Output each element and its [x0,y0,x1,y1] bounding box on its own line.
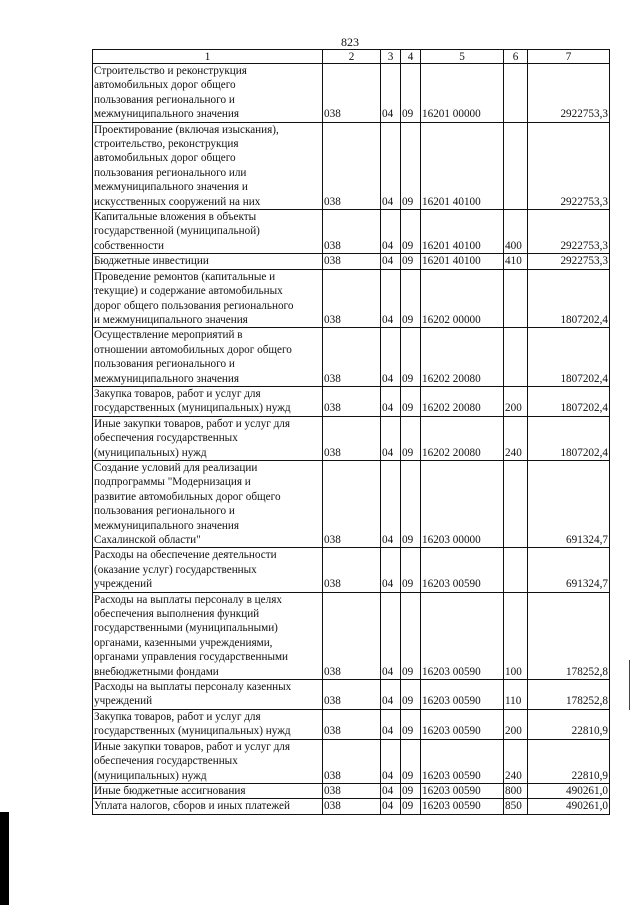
budget-table [92,49,610,815]
amount: 1807202,4 [528,386,610,416]
row-name: Проектирование (включая изыскания), строительство, реконструкция автомобильных дорог общего пользования регионального или межмуниципального значения и искусственных сооружений на них [93,122,323,209]
row-name: Создание условий для реализации подпрограммы "Модернизация и развитие автомобильных дорог общего пользования регионального и межмуниципального значения Сахалинской области" [93,460,323,547]
code-section: 04 [381,416,401,460]
table-row [93,739,610,783]
code-subsection: 09 [401,210,421,254]
code-section: 04 [381,460,401,547]
code-expense-type: 400 [504,210,528,254]
amount: 2922753,3 [528,122,610,209]
header-col-4: 4 [401,50,421,64]
code-subsection: 09 [401,739,421,783]
code-expense-type [504,460,528,547]
code-target: 16201 40100 [421,254,504,269]
amount: 1807202,4 [528,416,610,460]
code-target: 16203 00590 [421,739,504,783]
code-section: 04 [381,709,401,739]
code-admin: 038 [323,254,381,269]
table-row [93,64,610,123]
amount: 2922753,3 [528,64,610,123]
code-expense-type: 410 [504,254,528,269]
table-row [93,386,610,416]
code-subsection: 09 [401,783,421,798]
code-admin: 038 [323,210,381,254]
code-expense-type: 800 [504,783,528,798]
code-admin: 038 [323,739,381,783]
header-col-3: 3 [381,50,401,64]
table-row [93,269,610,328]
code-admin: 038 [323,386,381,416]
row-name: Иные бюджетные ассигнования [93,783,323,798]
code-admin: 038 [323,680,381,710]
code-target: 16203 00000 [421,460,504,547]
code-target: 16202 00000 [421,269,504,328]
code-subsection: 09 [401,269,421,328]
scan-edge-mark [0,812,9,905]
code-section: 04 [381,254,401,269]
code-section: 04 [381,739,401,783]
code-expense-type [504,269,528,328]
row-name: Капитальные вложения в объекты государственной (муниципальной) собственности [93,210,323,254]
code-section: 04 [381,328,401,387]
code-section: 04 [381,386,401,416]
table-row [93,254,610,269]
code-section: 04 [381,548,401,592]
amount: 178252,8 [528,592,610,679]
amount: 691324,7 [528,548,610,592]
amount: 22810,9 [528,709,610,739]
code-subsection: 09 [401,548,421,592]
table-row [93,548,610,592]
scan-margin-tick [629,660,630,710]
amount: 2922753,3 [528,254,610,269]
code-subsection: 09 [401,328,421,387]
code-admin: 038 [323,328,381,387]
table-row [93,210,610,254]
code-admin: 038 [323,122,381,209]
code-subsection: 09 [401,416,421,460]
amount: 691324,7 [528,460,610,547]
code-target: 16203 00590 [421,548,504,592]
table-row [93,122,610,209]
row-name: Уплата налогов, сборов и иных платежей [93,799,323,814]
code-expense-type: 200 [504,709,528,739]
header-col-2: 2 [323,50,381,64]
code-subsection: 09 [401,254,421,269]
row-name: Расходы на выплаты персоналу казенных учреждений [93,680,323,710]
code-admin: 038 [323,783,381,798]
code-subsection: 09 [401,64,421,123]
header-col-5: 5 [421,50,504,64]
row-name: Закупка товаров, работ и услуг для государственных (муниципальных) нужд [93,709,323,739]
amount: 1807202,4 [528,269,610,328]
code-section: 04 [381,210,401,254]
code-admin: 038 [323,799,381,814]
code-expense-type: 240 [504,739,528,783]
code-admin: 038 [323,416,381,460]
row-name: Расходы на выплаты персоналу в целях обеспечения выполнения функций государственными (муниципальными) органами, казенными учреждениями, органами управления государственными внебюджетными фондами [93,592,323,679]
code-admin: 038 [323,269,381,328]
row-name: Закупка товаров, работ и услуг для государственных (муниципальных) нужд [93,386,323,416]
code-section: 04 [381,680,401,710]
code-section: 04 [381,122,401,209]
code-target: 16203 00590 [421,680,504,710]
code-admin: 038 [323,548,381,592]
code-admin: 038 [323,64,381,123]
amount: 2922753,3 [528,210,610,254]
table-row [93,328,610,387]
amount: 178252,8 [528,680,610,710]
code-expense-type [504,548,528,592]
code-subsection: 09 [401,460,421,547]
row-name: Осуществление мероприятий в отношении автомобильных дорог общего пользования регионального и межмуниципального значения [93,328,323,387]
table-row [93,416,610,460]
row-name: Расходы на обеспечение деятельности (оказание услуг) государственных учреждений [93,548,323,592]
code-admin: 038 [323,592,381,679]
page-number: 823 [341,35,359,49]
code-target: 16203 00590 [421,592,504,679]
code-target: 16203 00590 [421,783,504,798]
row-name: Бюджетные инвестиции [93,254,323,269]
code-target: 16201 40100 [421,210,504,254]
amount: 22810,9 [528,739,610,783]
code-target: 16202 20080 [421,416,504,460]
code-admin: 038 [323,709,381,739]
code-subsection: 09 [401,709,421,739]
header-row [93,50,610,64]
code-target: 16203 00590 [421,709,504,739]
code-subsection: 09 [401,799,421,814]
table-row [93,680,610,710]
amount: 490261,0 [528,799,610,814]
code-expense-type [504,122,528,209]
table-row [93,592,610,679]
code-expense-type: 240 [504,416,528,460]
code-target: 16202 20080 [421,386,504,416]
header-col-6: 6 [504,50,528,64]
code-target: 16202 20080 [421,328,504,387]
code-expense-type: 850 [504,799,528,814]
code-expense-type [504,328,528,387]
header-col-7: 7 [528,50,610,64]
amount: 1807202,4 [528,328,610,387]
row-name: Иные закупки товаров, работ и услуг для обеспечения государственных (муниципальных) нужд [93,416,323,460]
code-section: 04 [381,799,401,814]
code-target: 16201 40100 [421,122,504,209]
code-section: 04 [381,269,401,328]
code-section: 04 [381,783,401,798]
table-row [93,799,610,814]
code-section: 04 [381,592,401,679]
code-expense-type: 100 [504,592,528,679]
table-row [93,709,610,739]
row-name: Строительство и реконструкция автомобильных дорог общего пользования регионального и межмуниципального значения [93,64,323,123]
code-target: 16203 00590 [421,799,504,814]
code-target: 16201 00000 [421,64,504,123]
table-row [93,783,610,798]
code-admin: 038 [323,460,381,547]
row-name: Иные закупки товаров, работ и услуг для обеспечения государственных (муниципальных) нужд [93,739,323,783]
code-subsection: 09 [401,592,421,679]
code-expense-type: 200 [504,386,528,416]
code-subsection: 09 [401,680,421,710]
code-subsection: 09 [401,386,421,416]
code-section: 04 [381,64,401,123]
header-col-1: 1 [93,50,323,64]
code-expense-type [504,64,528,123]
table-row [93,460,610,547]
code-subsection: 09 [401,122,421,209]
amount: 490261,0 [528,783,610,798]
row-name: Проведение ремонтов (капитальные и текущие) и содержание автомобильных дорог общего пользования регионального и межмуниципального значения [93,269,323,328]
code-expense-type: 110 [504,680,528,710]
